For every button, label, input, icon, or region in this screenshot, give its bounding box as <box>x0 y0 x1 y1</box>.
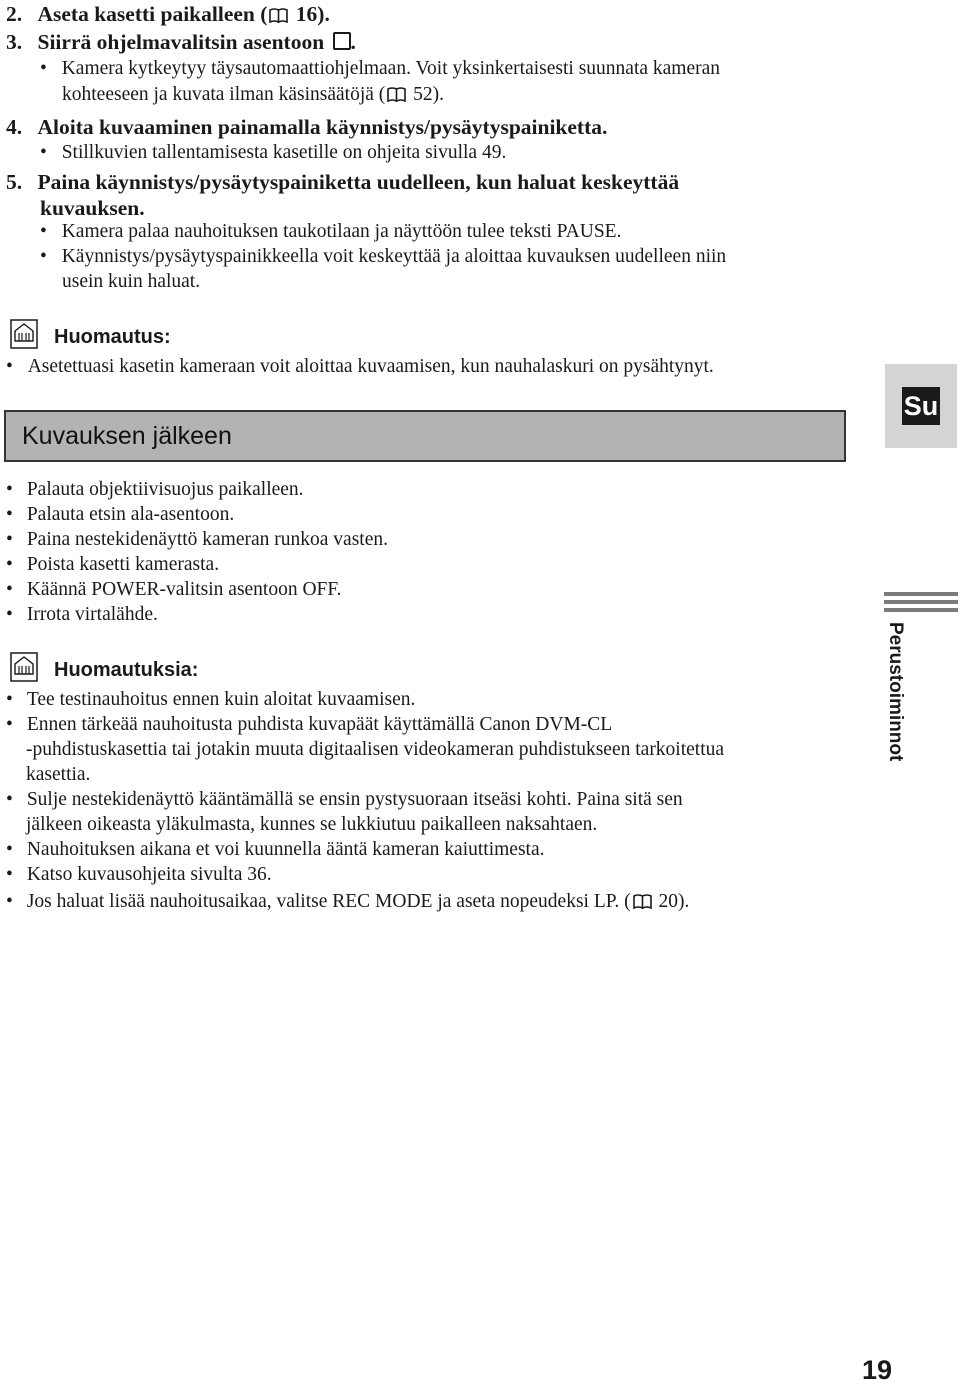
step-2-ref: 16). <box>290 2 330 26</box>
list-item <box>6 864 272 886</box>
list-item-text: Jos haluat lisää nauhoitusaikaa, valitse REC MODE ja aseta nopeudeksi LP. ( <box>26 891 631 912</box>
bullet: • <box>6 356 13 377</box>
step-5-bullet-2-cont <box>62 271 200 293</box>
step-3-number: 3. <box>6 30 23 54</box>
step-3-bullet-text-2: kohteeseen ja kuvata ilman käsinsäätöjä ( <box>62 84 386 105</box>
list-item <box>6 554 219 576</box>
list-item <box>6 604 158 626</box>
book-icon <box>633 894 652 908</box>
list-item-text: Katso kuvausohjeita sivulta 36. <box>26 864 272 885</box>
chapter-tab-lines <box>884 592 958 616</box>
bullet: • <box>6 579 13 600</box>
step-4-number: 4. <box>6 115 23 139</box>
step-5-number: 5. <box>6 170 23 194</box>
bullet: • <box>6 891 13 912</box>
note-item-text: Asetettuasi kasetin kameraan voit aloittaa kuvaamisen, kun nauhalaskuri on pysähtynyt. <box>27 356 714 377</box>
notes-list <box>6 689 866 919</box>
step-5-text-2: kuvauksen. <box>40 196 145 220</box>
list-item <box>6 479 304 501</box>
language-tab-label: Su <box>902 387 940 425</box>
section-title: Kuvauksen jälkeen <box>22 422 232 450</box>
notes-title: Huomautuksia: <box>54 659 199 681</box>
bullet: • <box>6 604 13 625</box>
step-3-bullet-line2 <box>62 84 444 106</box>
step-2 <box>6 2 330 27</box>
list-item <box>6 714 612 736</box>
step-5-cont <box>40 196 145 221</box>
list-item-text: Palauta objektiivisuojus paikalleen. <box>26 479 304 500</box>
bullet: • <box>6 864 13 885</box>
bullet: • <box>6 689 13 710</box>
list-item-cont <box>26 739 724 761</box>
step-3-text: Siirrä ohjelmavalitsin asentoon <box>37 30 330 54</box>
step-4-bullet-text: Stillkuvien tallentamisesta kasetille on ohjeita sivulla 49. <box>61 142 507 163</box>
list-item <box>6 529 388 551</box>
list-item-cont <box>26 764 90 786</box>
bullet: • <box>40 58 47 79</box>
step-5-bullet-2-text-2: usein kuin haluat. <box>62 271 201 292</box>
list-item-text: Käännä POWER-valitsin asentoon OFF. <box>26 579 342 600</box>
section-header <box>4 410 846 462</box>
list-item-text: Irrota virtalähde. <box>26 604 158 625</box>
step-4-bullet <box>40 142 506 164</box>
step-3-bullet-ref: 52). <box>408 84 445 105</box>
section-list <box>6 479 826 639</box>
steps-block <box>0 0 860 300</box>
book-icon <box>387 87 406 101</box>
book-icon <box>269 8 288 22</box>
square-mode-icon <box>333 32 351 50</box>
list-item <box>6 579 342 601</box>
step-4-text: Aloita kuvaaminen painamalla käynnistys/pysäytyspainiketta. <box>37 115 608 139</box>
list-item <box>6 891 689 913</box>
list-item <box>6 839 544 861</box>
step-5-bullet-2-text: Käynnistys/pysäytyspainikkeella voit keskeyttää ja aloittaa kuvauksen uudelleen niin <box>61 246 727 267</box>
divider <box>884 608 958 612</box>
list-item-text: Palauta etsin ala-asentoon. <box>26 504 235 525</box>
bullet: • <box>6 789 13 810</box>
list-item-text: -puhdistuskasettia tai jotakin muuta digitaalisen videokameran puhdistukseen tarkoitettua <box>26 739 725 760</box>
step-5-bullet-1 <box>40 221 621 243</box>
page-number: 19 <box>862 1355 893 1385</box>
note-item <box>6 356 714 378</box>
list-item <box>6 689 415 711</box>
list-item-text: Poista kasetti kamerasta. <box>26 554 220 575</box>
list-item <box>6 504 234 526</box>
bullet: • <box>6 504 13 525</box>
divider <box>884 592 958 596</box>
step-5-bullet-1-text: Kamera palaa nauhoituksen taukotilaan ja näyttöön tulee teksti PAUSE. <box>61 221 622 242</box>
step-5 <box>6 170 679 195</box>
divider <box>884 600 958 604</box>
bullet: • <box>6 714 13 735</box>
step-3-bullet-text: Kamera kytkeytyy täysautomaattiohjelmaan. Voit yksinkertaisesti suunnata kameran <box>61 58 721 79</box>
list-item-ref: 20). <box>653 891 690 912</box>
bullet: • <box>6 554 13 575</box>
step-3-bullet-line1 <box>40 58 720 80</box>
note-icon <box>10 319 38 349</box>
bullet: • <box>40 246 47 267</box>
bullet: • <box>6 529 13 550</box>
bullet: • <box>6 839 13 860</box>
step-2-text: Aseta kasetti paikalleen ( <box>37 2 268 26</box>
list-item-text: Nauhoituksen aikana et voi kuunnella ääntä kameran kaiuttimesta. <box>26 839 545 860</box>
step-3-end: . <box>350 30 356 54</box>
list-item-text: Sulje nestekidenäyttö kääntämällä se ensin pystysuoraan itseäsi kohti. Paina sitä sen <box>26 789 683 810</box>
list-item-text: Ennen tärkeää nauhoitusta puhdista kuvapäät käyttämällä Canon DVM-CL <box>26 714 613 735</box>
bullet: • <box>40 142 47 163</box>
list-item-text: Paina nestekidenäyttö kameran runkoa vasten. <box>26 529 388 550</box>
list-item-cont <box>26 814 597 836</box>
list-item-text: jälkeen oikeasta yläkulmasta, kunnes se lukkiutuu paikalleen naksahtaen. <box>26 814 598 835</box>
chapter-label: Perustoiminnot <box>885 622 906 762</box>
bullet: • <box>40 221 47 242</box>
step-5-bullet-2 <box>40 246 726 268</box>
bullet: • <box>6 479 13 500</box>
note-icon <box>10 652 38 682</box>
list-item <box>6 789 683 811</box>
step-3 <box>6 30 356 55</box>
list-item-text: Tee testinauhoitus ennen kuin aloitat kuvaamisen. <box>26 689 416 710</box>
step-4 <box>6 115 607 140</box>
step-2-number: 2. <box>6 2 23 26</box>
step-5-text: Paina käynnistys/pysäytyspainiketta uudelleen, kun haluat keskeyttää <box>37 170 680 194</box>
note-title: Huomautus: <box>54 326 171 348</box>
list-item-text: kasettia. <box>26 764 91 785</box>
language-tab <box>885 364 957 448</box>
